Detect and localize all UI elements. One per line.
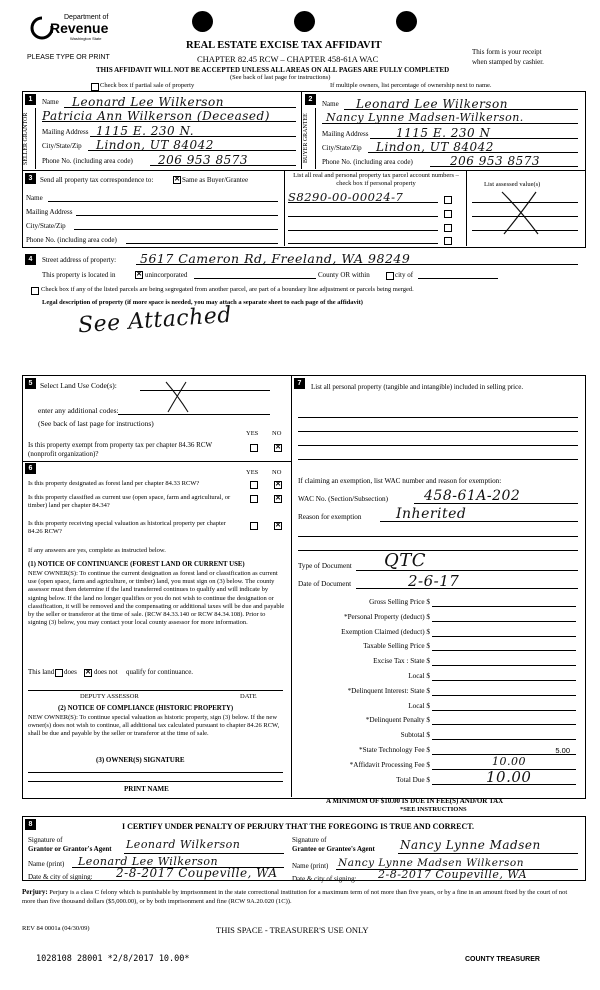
- land-does-not-checkbox[interactable]: ✕: [85, 669, 91, 676]
- s3-city-label: City/State/Zip: [26, 222, 66, 230]
- street-address[interactable]: 5617 Cameron Rd, Freeland, WA 98249: [140, 251, 411, 266]
- parcel-1-personal-checkbox[interactable]: [444, 196, 452, 204]
- if-yes-note: If any answers are yes, complete as instructed below.: [28, 547, 166, 554]
- doc-type[interactable]: QTC: [384, 550, 427, 571]
- exemption-claim-label: If claiming an exemption, list WAC number and reason for exemption:: [298, 477, 502, 485]
- seller-city[interactable]: Lindon, UT 84042: [96, 138, 214, 152]
- parcel-3-personal-checkbox[interactable]: [444, 224, 452, 232]
- buyer-name-1[interactable]: Leonard Lee Wilkerson: [356, 97, 508, 111]
- qualify-label: qualify for continuance.: [126, 668, 194, 676]
- buyer-phone[interactable]: 206 953 8573: [450, 154, 540, 168]
- s6-no-header: NO: [272, 469, 282, 476]
- fee-row-value[interactable]: 10.00: [492, 754, 526, 768]
- doc-type-label: Type of Document: [298, 562, 352, 570]
- notice-compliance-body: NEW OWNER(S): To continue special valuation as historic property, sign (3) below. If the new owner(s) does not wish to continue, all additional tax calculated pursuant to chapter 84.26 RCW, shall be due and payable by the seller or transferor at the time of sale.: [28, 714, 280, 738]
- does-label: does: [64, 668, 77, 676]
- street-label: Street address of property:: [42, 256, 117, 264]
- buyer-address[interactable]: 1115 E. 230 N: [396, 126, 491, 140]
- fee-row-label: Excise Tax : State $: [373, 657, 430, 666]
- grantee-name-print[interactable]: Nancy Lynne Madsen Wilkerson: [338, 857, 524, 869]
- legal-description[interactable]: See Attached: [77, 302, 233, 339]
- s5-no-header: NO: [272, 430, 282, 437]
- perjury-statement: [22, 888, 582, 906]
- does-not-label: does not: [94, 668, 118, 676]
- seller-address-label: Mailing Address: [42, 128, 89, 136]
- legal-desc-label: Legal description of property (if more space is needed, you may attach a separate sheet to each page of the affidavit): [42, 299, 363, 306]
- receipt-stamp: 1028108 28001 *2/8/2017 10.00*: [36, 954, 190, 964]
- date-label: DATE: [240, 693, 257, 700]
- grantor-date-label: Date & city of signing:: [28, 873, 93, 881]
- s3-address-label: Mailing Address: [26, 208, 73, 216]
- current-use-no-checkbox[interactable]: ✕: [275, 495, 281, 502]
- parcel-2-personal-checkbox[interactable]: [444, 210, 452, 218]
- seller-name-1[interactable]: Leonard Lee Wilkerson: [72, 95, 224, 109]
- dept-small: Department of: [64, 14, 109, 21]
- see-back-header: (See back of last page for instructions): [230, 74, 331, 81]
- s5-yes-header: YES: [246, 430, 259, 437]
- buyer-name-label: Name: [322, 100, 339, 108]
- grantor-name-print-label: Name (print): [28, 860, 65, 868]
- partial-sale-checkbox[interactable]: [91, 83, 99, 91]
- sig-grantee-label-2: Grantee or Grantee's Agent: [292, 845, 375, 853]
- unincorporated-label: unincorporated: [145, 271, 188, 279]
- assessed-header: List assessed value(s): [484, 181, 541, 188]
- fee-row-label: Subtotal $: [400, 731, 430, 740]
- grantor-signature[interactable]: Leonard Wilkerson: [126, 838, 241, 851]
- seller-side-label: SELLER GRANTOR: [23, 112, 29, 165]
- grantee-date-label: Date & city of signing:: [292, 875, 357, 883]
- parcel-number[interactable]: S8290-00-00024-7: [288, 190, 404, 204]
- historic-yes-checkbox[interactable]: [250, 522, 258, 530]
- owner-signature-label: (3) OWNER(S) SIGNATURE: [96, 756, 185, 764]
- wac-number[interactable]: 458-61A-202: [424, 488, 521, 504]
- seller-name-2[interactable]: Patricia Ann Wilkerson (Deceased): [42, 109, 270, 123]
- see-instructions-note: *SEE INSTRUCTIONS: [400, 806, 467, 813]
- revenue-logo: [30, 12, 120, 52]
- fee-row-label: Gross Selling Price $: [369, 598, 430, 606]
- section-5-badge: 5: [25, 378, 36, 389]
- exemption-reason[interactable]: Inherited: [396, 506, 467, 522]
- notice-compliance-title: (2) NOTICE OF COMPLIANCE (HISTORIC PROPERTY): [58, 705, 234, 712]
- seller-phone-label: Phone No. (including area code): [42, 157, 133, 165]
- seller-address[interactable]: 1115 E. 230 N.: [96, 124, 195, 138]
- section-2-badge: 2: [305, 94, 316, 105]
- fee-row-label: Local $: [408, 672, 430, 680]
- s5-see-back: (See back of last page for instructions): [38, 419, 154, 428]
- fee-row-label: *Affidavit Processing Fee $: [349, 760, 430, 769]
- buyer-phone-label: Phone No. (including area code): [322, 158, 413, 166]
- perjury-text: Perjury is a class C felony which is punishable by imprisonment in the state correctional institution for a maximum term of not more than five years, or by a fine in an amount fixed by the court of not more than five thousand dollars ($5,000.00), or by both imprisonment and fine (RCW 9A.20.020 (1C)).: [22, 889, 568, 905]
- section-1-badge: 1: [25, 94, 36, 105]
- parcel-4-personal-checkbox[interactable]: [444, 237, 452, 245]
- perjury-title: Perjury:: [22, 888, 48, 896]
- city-checkbox[interactable]: [386, 272, 394, 280]
- exempt-yes-checkbox[interactable]: [250, 444, 258, 452]
- forest-question: Is this property designated as forest land per chapter 84.33 RCW?: [28, 480, 200, 487]
- partial-sale-label: Check box if partial sale of property: [100, 82, 195, 89]
- dept-big: Revenue: [50, 20, 109, 36]
- fee-row-value[interactable]: 5.00: [555, 746, 570, 755]
- seller-name-label: Name: [42, 98, 59, 106]
- treasurer-only: THIS SPACE - TREASURER'S USE ONLY: [216, 925, 369, 935]
- city-of-label: city of: [395, 271, 414, 279]
- land-use-cross-mark: [164, 380, 190, 414]
- section-8-badge: 8: [25, 819, 36, 830]
- historic-question: Is this property receiving special valuation as historical property per chapter 84.26 RCW?: [28, 520, 226, 535]
- historic-no-checkbox[interactable]: ✕: [275, 522, 281, 529]
- form-chapter: CHAPTER 82.45 RCW – CHAPTER 458-61A WAC: [197, 54, 379, 64]
- fee-row-label: *Delinquent Interest: State $: [347, 686, 430, 695]
- section-6-badge: 6: [25, 463, 36, 474]
- exempt-no-checkbox[interactable]: ✕: [275, 444, 281, 451]
- forest-yes-checkbox[interactable]: [250, 481, 258, 489]
- same-as-buyer-checkbox[interactable]: ✕: [174, 176, 180, 183]
- land-does-checkbox[interactable]: [55, 669, 63, 677]
- buyer-name-2[interactable]: Nancy Lynne Madsen-Wilkerson.: [326, 111, 524, 124]
- county-or-label: County OR within: [318, 271, 370, 279]
- fee-row-label: *State Technology Fee $: [358, 746, 430, 754]
- buyer-address-label: Mailing Address: [322, 130, 369, 138]
- grantee-date-city[interactable]: 2-8-2017 Coupeville, WA: [378, 868, 528, 881]
- dept-state: Washington State: [70, 36, 102, 41]
- section-3-badge: 3: [25, 173, 36, 184]
- grantor-date-city[interactable]: 2-8-2017 Coupeville, WA: [116, 866, 278, 880]
- fee-row-label: Exemption Claimed (deduct) $: [341, 627, 430, 636]
- fee-row-value[interactable]: 10.00: [486, 767, 532, 786]
- hole-punch-left: [192, 11, 213, 32]
- wac-label: WAC No. (Section/Subsection): [298, 495, 389, 503]
- sig-grantor-label-2: Grantor or Grantor's Agent: [28, 845, 112, 853]
- fee-row-label: Taxable Selling Price $: [363, 642, 430, 651]
- grantor-name-print[interactable]: Leonard Lee Wilkerson: [78, 855, 219, 868]
- personal-property-label: List all personal property (tangible and intangible) included in selling price.: [311, 383, 524, 391]
- receipt-note: This form is your receipt: [472, 48, 542, 56]
- s3-name-label: Name: [26, 194, 43, 202]
- reason-label: Reason for exemption: [298, 513, 362, 521]
- located-in-label: This property is located in: [42, 271, 116, 279]
- grantee-name-print-label: Name (print): [292, 862, 329, 870]
- buyer-side-label: BUYER GRANTEE: [303, 113, 309, 164]
- receipt-note-2: when stamped by cashier.: [472, 58, 544, 66]
- hole-punch-center: [294, 11, 315, 32]
- this-land-label: This land: [28, 668, 55, 676]
- segregated-checkbox[interactable]: [31, 287, 39, 295]
- doc-date-label: Date of Document: [298, 580, 352, 588]
- s6-yes-header: YES: [246, 469, 259, 476]
- parcel-header: List all real and personal property tax parcel account numbers – check box if personal property: [293, 172, 459, 187]
- current-use-question: Is this property classified as current use (open space, farm and agricultural, or timber) land per chapter 84.34?: [28, 494, 231, 509]
- fee-row-label: Local $: [408, 701, 430, 710]
- form-warning: THIS AFFIDAVIT WILL NOT BE ACCEPTED UNLESS ALL AREAS ON ALL PAGES ARE FULLY COMPLETED: [96, 66, 450, 74]
- fee-table: [296, 596, 576, 786]
- notice-continuance-title: (1) NOTICE OF CONTINUANCE (FOREST LAND OR CURRENT USE): [28, 561, 245, 568]
- buyer-city-label: City/State/Zip: [322, 144, 362, 152]
- additional-codes-label: enter any additional codes:: [38, 406, 119, 415]
- notice-continuance-body: NEW OWNER(S): To continue the current designation as forest land or classification as current use (open space, farm and agriculture, or timber) land, you must sign on (3) below. The county assessor must then determine if the land transferred continues to qualify and will indicate by signing below. If the land no longer qualifies or you do not wish to continue the designation or classification, it will be removed and the compensating or additional taxes will be due and payable by the seller or transferor at the time of sale. (RCW 84.33.140 or RCW 84.34.108). Prior to signing (3) below, you may contact your local county assessor for more information.: [28, 570, 285, 627]
- form-title: REAL ESTATE EXCISE TAX AFFIDAVIT: [186, 40, 382, 51]
- seller-phone[interactable]: 206 953 8573: [158, 153, 248, 167]
- multiple-owners-note: If multiple owners, list percentage of ownership next to name.: [330, 82, 492, 89]
- fee-row-label: *Personal Property (deduct) $: [343, 612, 430, 621]
- hole-punch-right: [396, 11, 417, 32]
- deputy-assessor-label: DEPUTY ASSESSOR: [80, 693, 139, 700]
- segregated-label: Check box if any of the listed parcels are being segregated from another parcel, are part of a boundary line adjustment or parcels being merged.: [41, 286, 414, 293]
- section-7-badge: 7: [294, 378, 305, 389]
- s3-phone-label: Phone No. (including area code): [26, 236, 117, 244]
- certify-statement: I CERTIFY UNDER PENALTY OF PERJURY THAT THE FOREGOING IS TRUE AND CORRECT.: [122, 822, 475, 831]
- print-name-label: PRINT NAME: [124, 785, 169, 793]
- please-type: PLEASE TYPE OR PRINT: [27, 54, 110, 61]
- current-use-yes-checkbox[interactable]: [250, 495, 258, 503]
- seller-city-label: City/State/Zip: [42, 142, 82, 150]
- land-use-label: Select Land Use Code(s):: [40, 381, 117, 390]
- correspondence-label: Send all property tax correspondence to:: [40, 176, 154, 184]
- fee-row-label: *Delinquent Penalty $: [365, 716, 430, 725]
- form-revision: REV 84 0001a (04/30/09): [22, 925, 90, 932]
- unincorporated-checkbox[interactable]: ✕: [136, 271, 142, 278]
- exempt-question: Is this property exempt from property tax per chapter 84.36 RCW (nonprofit organization)?: [28, 441, 212, 458]
- sig-grantor-label-1: Signature of: [28, 836, 63, 844]
- section-4-badge: 4: [25, 254, 36, 265]
- forest-no-checkbox[interactable]: ✕: [275, 481, 281, 488]
- minimum-fee-note: A MINIMUM OF $10.00 IS DUE IN FEE(S) AND/OR TAX: [326, 797, 504, 805]
- same-as-buyer-label: Same as Buyer/Grantee: [182, 176, 249, 184]
- grantee-signature[interactable]: Nancy Lynne Madsen: [400, 838, 541, 852]
- sig-grantee-label-1: Signature of: [292, 836, 327, 844]
- buyer-city[interactable]: Lindon, UT 84042: [376, 140, 494, 154]
- county-treasurer-label: COUNTY TREASURER: [465, 956, 540, 963]
- doc-date[interactable]: 2-6-17: [408, 572, 460, 590]
- fee-row-label: Total Due $: [396, 775, 430, 784]
